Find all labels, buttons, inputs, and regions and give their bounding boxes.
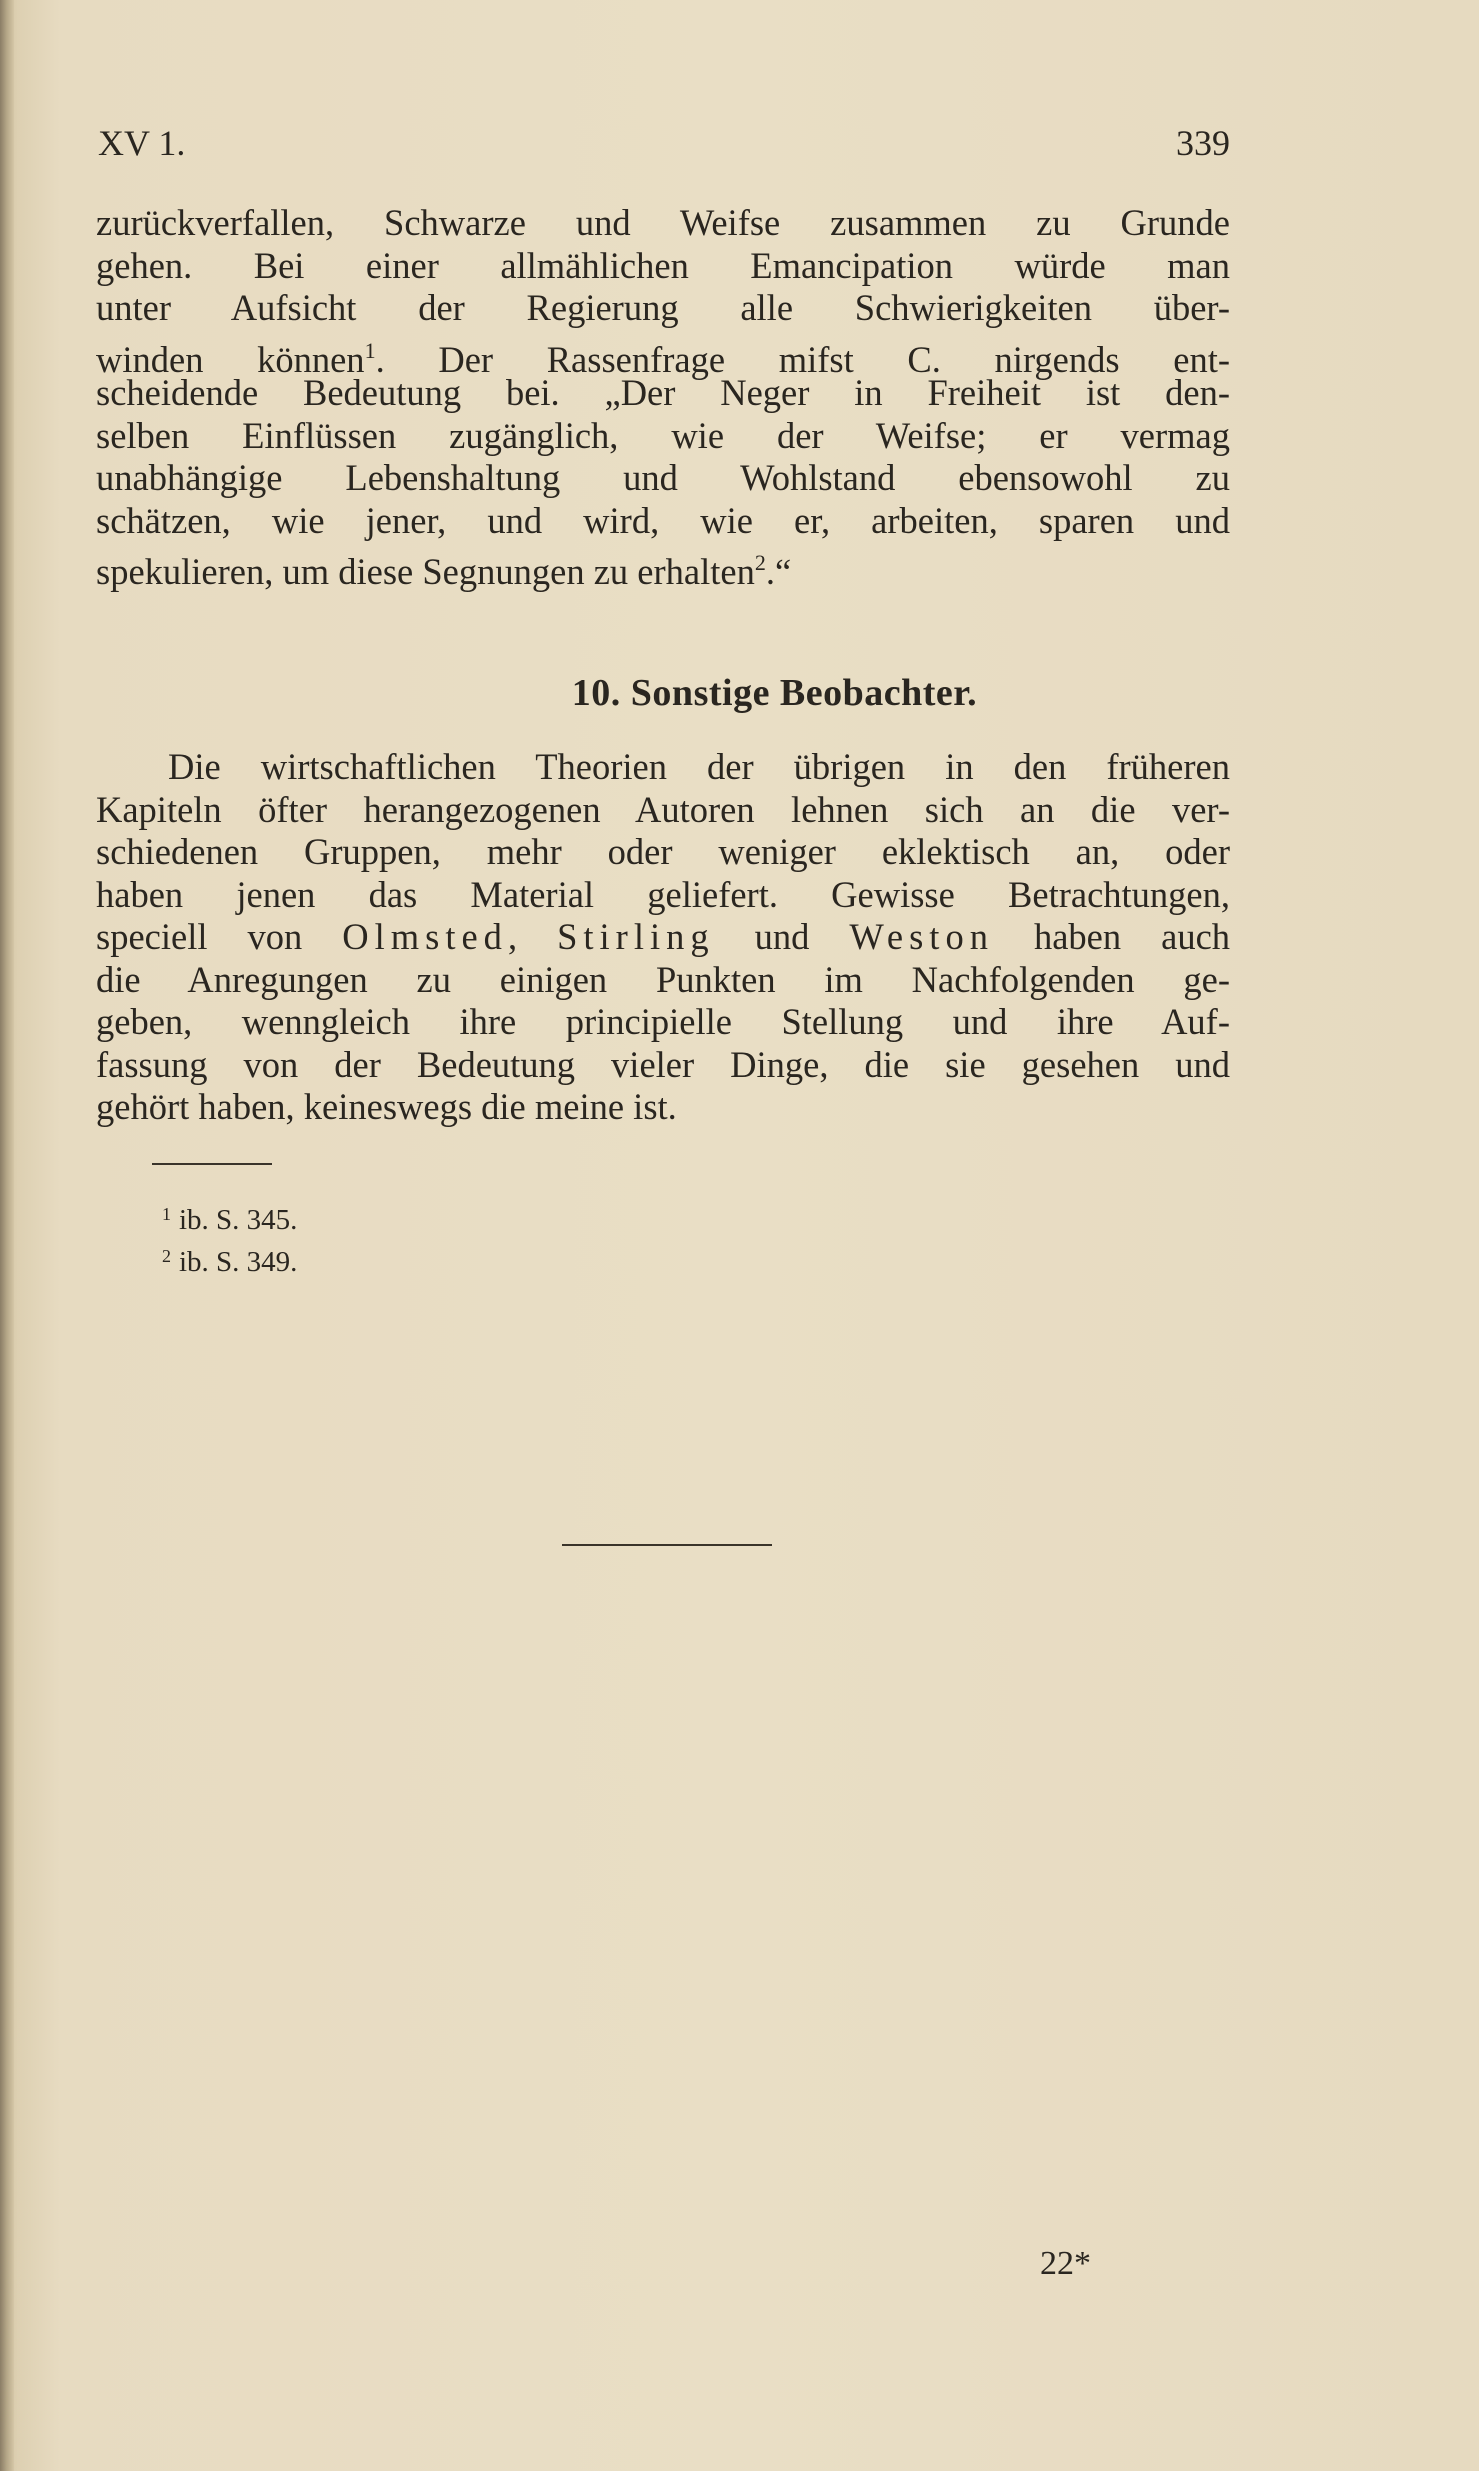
paragraph-2: [96, 746, 1230, 1129]
text-line: winden können$^1$. Der Rassenfrage mifst C. nirgends ent-: [96, 337, 1230, 380]
text-line: schiedenen Gruppen, mehr oder weniger eklektisch an, oder: [96, 831, 1230, 872]
running-head: XV 1.: [98, 123, 186, 163]
section-heading: 10. Sonstige Beobachter.: [571, 672, 978, 714]
text-line: fassung von der Bedeutung vieler Dinge, die sie gesehen und: [96, 1043, 1230, 1085]
author-name: Weston: [849, 916, 994, 957]
text-line: haben jenen das Material geliefert. Gewisse Betrachtungen,: [96, 873, 1230, 915]
author-name: Stirling: [557, 916, 715, 957]
footnote: $^2$ ib. S. 349.: [162, 1246, 298, 1278]
paragraph-1: [96, 202, 1230, 592]
footnote-rule: [152, 1163, 272, 1165]
text-line: Die wirtschaftlichen Theorien der übrigen in den früheren: [168, 746, 1230, 787]
text-line: unter Aufsicht der Regierung alle Schwierigkeiten über-: [96, 287, 1230, 328]
footnote-mark: 2: [754, 550, 766, 575]
text-line: schätzen, wie jener, und wird, wie er, arbeiten, sparen und: [96, 499, 1230, 541]
signature-mark: 22*: [1040, 2245, 1091, 2282]
text-line: Kapiteln öfter herangezogenen Autoren lehnen sich an die ver-: [96, 788, 1230, 830]
text-line: geben, wenngleich ihre principielle Stellung und ihre Auf-: [96, 1001, 1230, 1042]
text-line: die Anregungen zu einigen Punkten im Nachfolgenden ge-: [96, 958, 1230, 1000]
text-line: speciell von Olmsted, Stirling und Weston haben auch: [96, 916, 1231, 957]
text-line: zurückverfallen, Schwarze und Weifse zusammen zu Grunde: [96, 202, 1230, 243]
footnote-number: 1: [162, 1204, 171, 1224]
text-line: gehen. Bei einer allmählichen Emancipation würde man: [96, 244, 1230, 286]
section-end-rule: [562, 1544, 772, 1546]
footnote-number: 2: [162, 1246, 171, 1266]
author-name: Olmsted: [342, 916, 508, 957]
page-number: 339: [1176, 123, 1230, 163]
footnote-mark: 1: [364, 337, 376, 363]
footnotes: [162, 1196, 297, 1280]
footnote: $^1$ ib. S. 345.: [162, 1204, 298, 1236]
text-line: spekulieren, um diese Segnungen zu erhalten$^2$.“: [96, 550, 792, 592]
book-spine-edge: [0, 0, 14, 2471]
text-line: selben Einflüssen zugänglich, wie der Weifse; er vermag: [96, 414, 1230, 456]
page-header: [98, 118, 1230, 168]
text-line: gehört haben, keineswegs die meine ist.: [96, 1086, 677, 1127]
text-line: scheidende Bedeutung bei. „Der Neger in Freiheit ist den-: [96, 372, 1230, 413]
text-line: unabhängige Lebenshaltung und Wohlstand ebensowohl zu: [96, 457, 1230, 498]
